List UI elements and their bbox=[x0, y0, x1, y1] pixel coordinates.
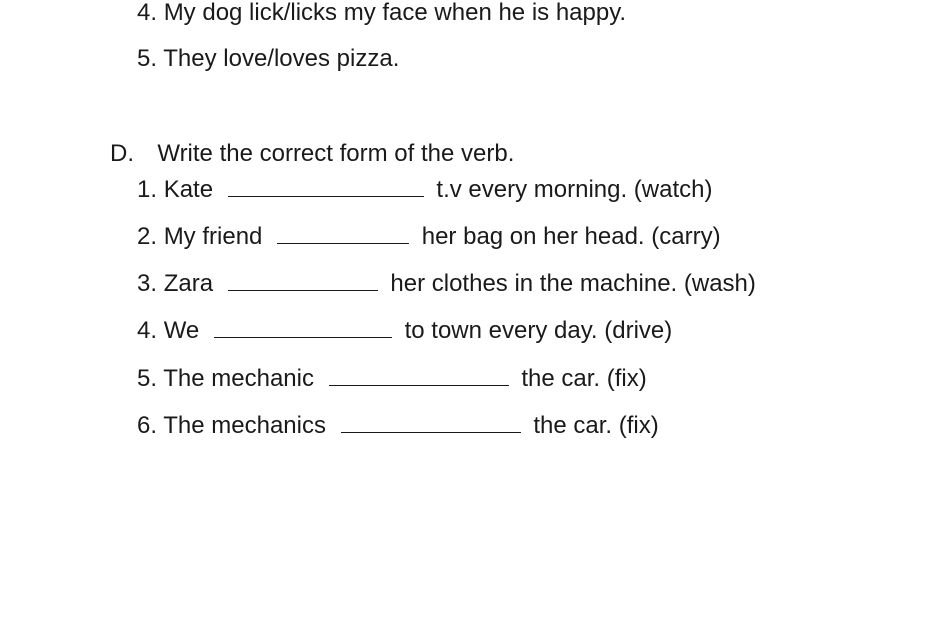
d-item-2-rest: her bag on her head. (carry) bbox=[421, 223, 721, 250]
d-item-2 bbox=[137, 221, 721, 252]
section-d-instruction: Write the correct form of the verb. bbox=[157, 140, 515, 167]
d-item-4 bbox=[137, 315, 672, 346]
d-item-4-answer-blank[interactable] bbox=[214, 315, 392, 338]
c-item-5-number: 5. bbox=[137, 45, 158, 72]
section-d-heading bbox=[110, 139, 514, 169]
d-item-5-rest: the car. (fix) bbox=[521, 365, 647, 392]
d-item-5-number: 5. bbox=[137, 365, 158, 392]
d-item-4-number: 4. bbox=[137, 317, 158, 344]
d-item-6-number: 6. bbox=[137, 412, 158, 439]
d-item-5 bbox=[137, 363, 647, 394]
d-item-2-answer-blank[interactable] bbox=[277, 221, 409, 244]
d-item-1-subject: Kate bbox=[163, 176, 214, 203]
d-item-1 bbox=[137, 174, 713, 205]
c-item-4-number: 4. bbox=[137, 0, 158, 26]
d-item-6-subject: The mechanics bbox=[163, 412, 326, 439]
c-item-4-text: My dog lick/licks my face when he is happy. bbox=[163, 0, 627, 26]
d-item-6-answer-blank[interactable] bbox=[341, 410, 521, 433]
d-item-6 bbox=[137, 410, 659, 441]
d-item-1-number: 1. bbox=[137, 176, 158, 203]
c-item-5 bbox=[137, 44, 399, 74]
d-item-2-subject: My friend bbox=[163, 223, 263, 250]
d-item-2-number: 2. bbox=[137, 223, 158, 250]
d-item-1-rest: t.v every morning. (watch) bbox=[436, 176, 713, 203]
c-item-4 bbox=[137, 0, 626, 28]
d-item-5-subject: The mechanic bbox=[163, 365, 314, 392]
d-item-5-answer-blank[interactable] bbox=[329, 363, 509, 386]
d-item-3-number: 3. bbox=[137, 270, 158, 297]
section-d-letter: D. bbox=[110, 140, 134, 167]
d-item-3-answer-blank[interactable] bbox=[228, 268, 378, 291]
d-item-3 bbox=[137, 268, 756, 299]
d-item-3-rest: her clothes in the machine. (wash) bbox=[390, 270, 756, 297]
c-item-5-text: They love/loves pizza. bbox=[163, 45, 400, 72]
d-item-6-rest: the car. (fix) bbox=[533, 412, 659, 439]
d-item-4-subject: We bbox=[163, 317, 200, 344]
d-item-4-rest: to town every day. (drive) bbox=[404, 317, 673, 344]
d-item-3-subject: Zara bbox=[163, 270, 214, 297]
d-item-1-answer-blank[interactable] bbox=[228, 174, 424, 197]
